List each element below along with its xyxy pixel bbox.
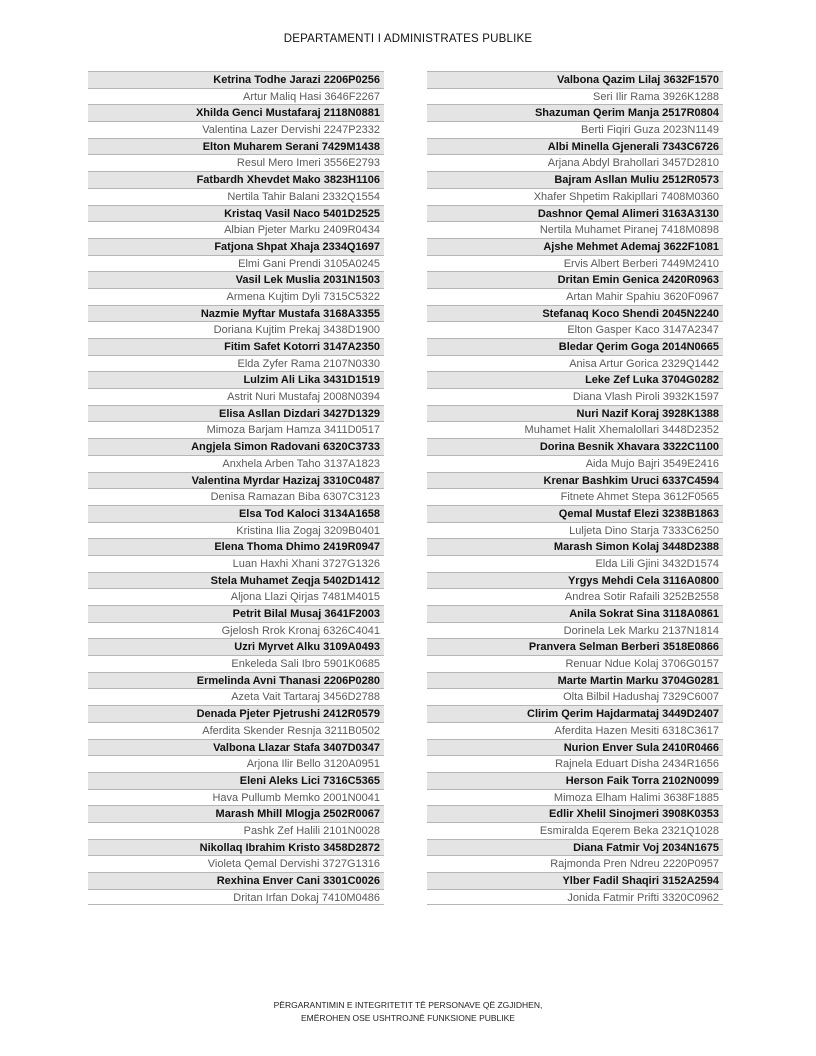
page-footer: [0, 999, 816, 1025]
list-item: Azeta Vait Tartaraj 3456D2788: [88, 688, 384, 705]
list-item: Violeta Qemal Dervishi 3727G1316: [88, 855, 384, 872]
list-item: Nazmie Myftar Mustafa 3168A3355: [88, 305, 384, 322]
list-item: Kristaq Vasil Naco 5401D2525: [88, 205, 384, 222]
list-item: Angjela Simon Radovani 6320C3733: [88, 438, 384, 455]
list-item: Eleni Aleks Lici 7316C5365: [88, 772, 384, 789]
list-item: Kristina Ilia Zogaj 3209B0401: [88, 522, 384, 539]
list-item: Dashnor Qemal Alimeri 3163A3130: [427, 205, 723, 222]
list-item: Anisa Artur Gorica 2329Q1442: [427, 355, 723, 372]
list-item: Rajmonda Pren Ndreu 2220P0957: [427, 855, 723, 872]
page-title: DEPARTAMENTI I ADMINISTRATES PUBLIKE: [283, 33, 533, 45]
list-item: Nertila Tahir Balani 2332Q1554: [88, 188, 384, 205]
list-item: Dritan Irfan Dokaj 7410M0486: [88, 889, 384, 906]
list-item: Uzri Myrvet Alku 3109A0493: [88, 638, 384, 655]
list-item: Resul Mero Imeri 3556E2793: [88, 154, 384, 171]
list-item: Marash Mhill Mlogja 2502R0067: [88, 805, 384, 822]
list-item: Artur Maliq Hasi 3646F2267: [88, 88, 384, 105]
footer-line-2: EMËROHEN OSE USHTROJNË FUNKSIONE PUBLIKE: [301, 1013, 515, 1023]
list-item: Albian Pjeter Marku 2409R0434: [88, 221, 384, 238]
list-item: Diana Vlash Piroli 3932K1597: [427, 388, 723, 405]
list-item: Fitim Safet Kotorri 3147A2350: [88, 338, 384, 355]
list-item: Elton Gasper Kaco 3147A2347: [427, 321, 723, 338]
list-item: Ylber Fadil Shaqiri 3152A2594: [427, 872, 723, 889]
list-item: Qemal Mustaf Elezi 3238B1863: [427, 505, 723, 522]
list-item: Elda Lili Gjini 3432D1574: [427, 555, 723, 572]
list-item: Elsa Tod Kaloci 3134A1658: [88, 505, 384, 522]
list-item: Artan Mahir Spahiu 3620F0967: [427, 288, 723, 305]
list-item: Krenar Bashkim Uruci 6337C4594: [427, 472, 723, 489]
list-item: Pashk Zef Halili 2101N0028: [88, 822, 384, 839]
list-item: Olta Bilbil Hadushaj 7329C6007: [427, 688, 723, 705]
list-item: Elton Muharem Serani 7429M1438: [88, 138, 384, 155]
list-item: Nikollaq Ibrahim Kristo 3458D2872: [88, 839, 384, 856]
list-item: Mimoza Elham Halimi 3638F1885: [427, 789, 723, 806]
list-item: Dorina Besnik Xhavara 3322C1100: [427, 438, 723, 455]
list-item: Xhilda Genci Mustafaraj 2118N0881: [88, 104, 384, 121]
list-item: Enkeleda Sali Ibro 5901K0685: [88, 655, 384, 672]
list-item: Fatjona Shpat Xhaja 2334Q1697: [88, 238, 384, 255]
list-item: Valbona Qazim Lilaj 3632F1570: [427, 71, 723, 88]
list-item: Renuar Ndue Kolaj 3706G0157: [427, 655, 723, 672]
list-item: Aljona Llazi Qirjas 7481M4015: [88, 588, 384, 605]
list-item: Leke Zef Luka 3704G0282: [427, 371, 723, 388]
list-item: Ajshe Mehmet Ademaj 3622F1081: [427, 238, 723, 255]
list-item: Ketrina Todhe Jarazi 2206P0256: [88, 71, 384, 88]
list-item: Elmi Gani Prendi 3105A0245: [88, 255, 384, 272]
list-item: Anxhela Arben Taho 3137A1823: [88, 455, 384, 472]
list-item: Doriana Kujtim Prekaj 3438D1900: [88, 321, 384, 338]
list-item: Andrea Sotir Rafaili 3252B2558: [427, 588, 723, 605]
list-item: Lulzim Ali Lika 3431D1519: [88, 371, 384, 388]
list-item: Seri Ilir Rama 3926K1288: [427, 88, 723, 105]
list-item: Elisa Asllan Dizdari 3427D1329: [88, 405, 384, 422]
list-item: Dorinela Lek Marku 2137N1814: [427, 622, 723, 639]
list-item: Bajram Asllan Muliu 2512R0573: [427, 171, 723, 188]
list-item: Anila Sokrat Sina 3118A0861: [427, 605, 723, 622]
list-item: Yrgys Mehdi Cela 3116A0800: [427, 572, 723, 589]
list-item: Rajnela Eduart Disha 2434R1656: [427, 755, 723, 772]
list-item: Esmiralda Eqerem Beka 2321Q1028: [427, 822, 723, 839]
list-item: Diana Fatmir Voj 2034N1675: [427, 839, 723, 856]
list-item: Berti Fiqiri Guza 2023N1149: [427, 121, 723, 138]
list-item: Denada Pjeter Pjetrushi 2412R0579: [88, 705, 384, 722]
list-item: Marash Simon Kolaj 3448D2388: [427, 538, 723, 555]
list-item: Denisa Ramazan Biba 6307C3123: [88, 488, 384, 505]
list-item: Rexhina Enver Cani 3301C0026: [88, 872, 384, 889]
list-item: Luan Haxhi Xhani 3727G1326: [88, 555, 384, 572]
list-item: Armena Kujtim Dyli 7315C5322: [88, 288, 384, 305]
list-item: Elda Zyfer Rama 2107N0330: [88, 355, 384, 372]
list-item: Muhamet Halit Xhemalollari 3448D2352: [427, 421, 723, 438]
list-item: Elena Thoma Dhimo 2419R0947: [88, 538, 384, 555]
list-item: Stela Muhamet Zeqja 5402D1412: [88, 572, 384, 589]
list-item: Edlir Xhelil Sinojmeri 3908K0353: [427, 805, 723, 822]
list-item: Clirim Qerim Hajdarmataj 3449D2407: [427, 705, 723, 722]
list-item: Herson Faik Torra 2102N0099: [427, 772, 723, 789]
list-item: Stefanaq Koco Shendi 2045N2240: [427, 305, 723, 322]
list-item: Petrit Bilal Musaj 3641F2003: [88, 605, 384, 622]
list-item: Mimoza Barjam Hamza 3411D0517: [88, 421, 384, 438]
list-item: Fitnete Ahmet Stepa 3612F0565: [427, 488, 723, 505]
list-item: Nuri Nazif Koraj 3928K1388: [427, 405, 723, 422]
list-item: Gjelosh Rrok Kronaj 6326C4041: [88, 622, 384, 639]
list-item: Ervis Albert Berberi 7449M2410: [427, 255, 723, 272]
list-item: Aida Mujo Bajri 3549E2416: [427, 455, 723, 472]
list-item: Shazuman Qerim Manja 2517R0804: [427, 104, 723, 121]
list-item: Albi Minella Gjenerali 7343C6726: [427, 138, 723, 155]
left-name-column: [88, 71, 384, 905]
list-item: Fatbardh Xhevdet Mako 3823H1106: [88, 171, 384, 188]
list-item: Jonida Fatmir Prifti 3320C0962: [427, 889, 723, 906]
list-item: Valbona Llazar Stafa 3407D0347: [88, 739, 384, 756]
list-item: Valentina Myrdar Hazizaj 3310C0487: [88, 472, 384, 489]
list-item: Ermelinda Avni Thanasi 2206P0280: [88, 672, 384, 689]
list-item: Astrit Nuri Mustafaj 2008N0394: [88, 388, 384, 405]
list-item: Hava Pullumb Memko 2001N0041: [88, 789, 384, 806]
list-item: Valentina Lazer Dervishi 2247P2332: [88, 121, 384, 138]
list-item: Bledar Qerim Goga 2014N0665: [427, 338, 723, 355]
list-item: Nertila Muhamet Piranej 7418M0898: [427, 221, 723, 238]
list-item: Xhafer Shpetim Rakipllari 7408M0360: [427, 188, 723, 205]
list-item: Luljeta Dino Starja 7333C6250: [427, 522, 723, 539]
list-item: Marte Martin Marku 3704G0281: [427, 672, 723, 689]
list-item: Aferdita Hazen Mesiti 6318C3617: [427, 722, 723, 739]
footer-line-1: PËRGARANTIMIN E INTEGRITETIT TË PERSONAVE QË ZGJIDHEN,: [273, 1000, 543, 1010]
list-item: Vasil Lek Muslia 2031N1503: [88, 271, 384, 288]
list-item: Pranvera Selman Berberi 3518E0866: [427, 638, 723, 655]
list-item: Arjana Abdyl Brahollari 3457D2810: [427, 154, 723, 171]
list-item: Arjona Ilir Bello 3120A0951: [88, 755, 384, 772]
list-item: Nurion Enver Sula 2410R0466: [427, 739, 723, 756]
list-item: Aferdita Skender Resnja 3211B0502: [88, 722, 384, 739]
right-name-column: [427, 71, 723, 905]
list-item: Dritan Emin Genica 2420R0963: [427, 271, 723, 288]
